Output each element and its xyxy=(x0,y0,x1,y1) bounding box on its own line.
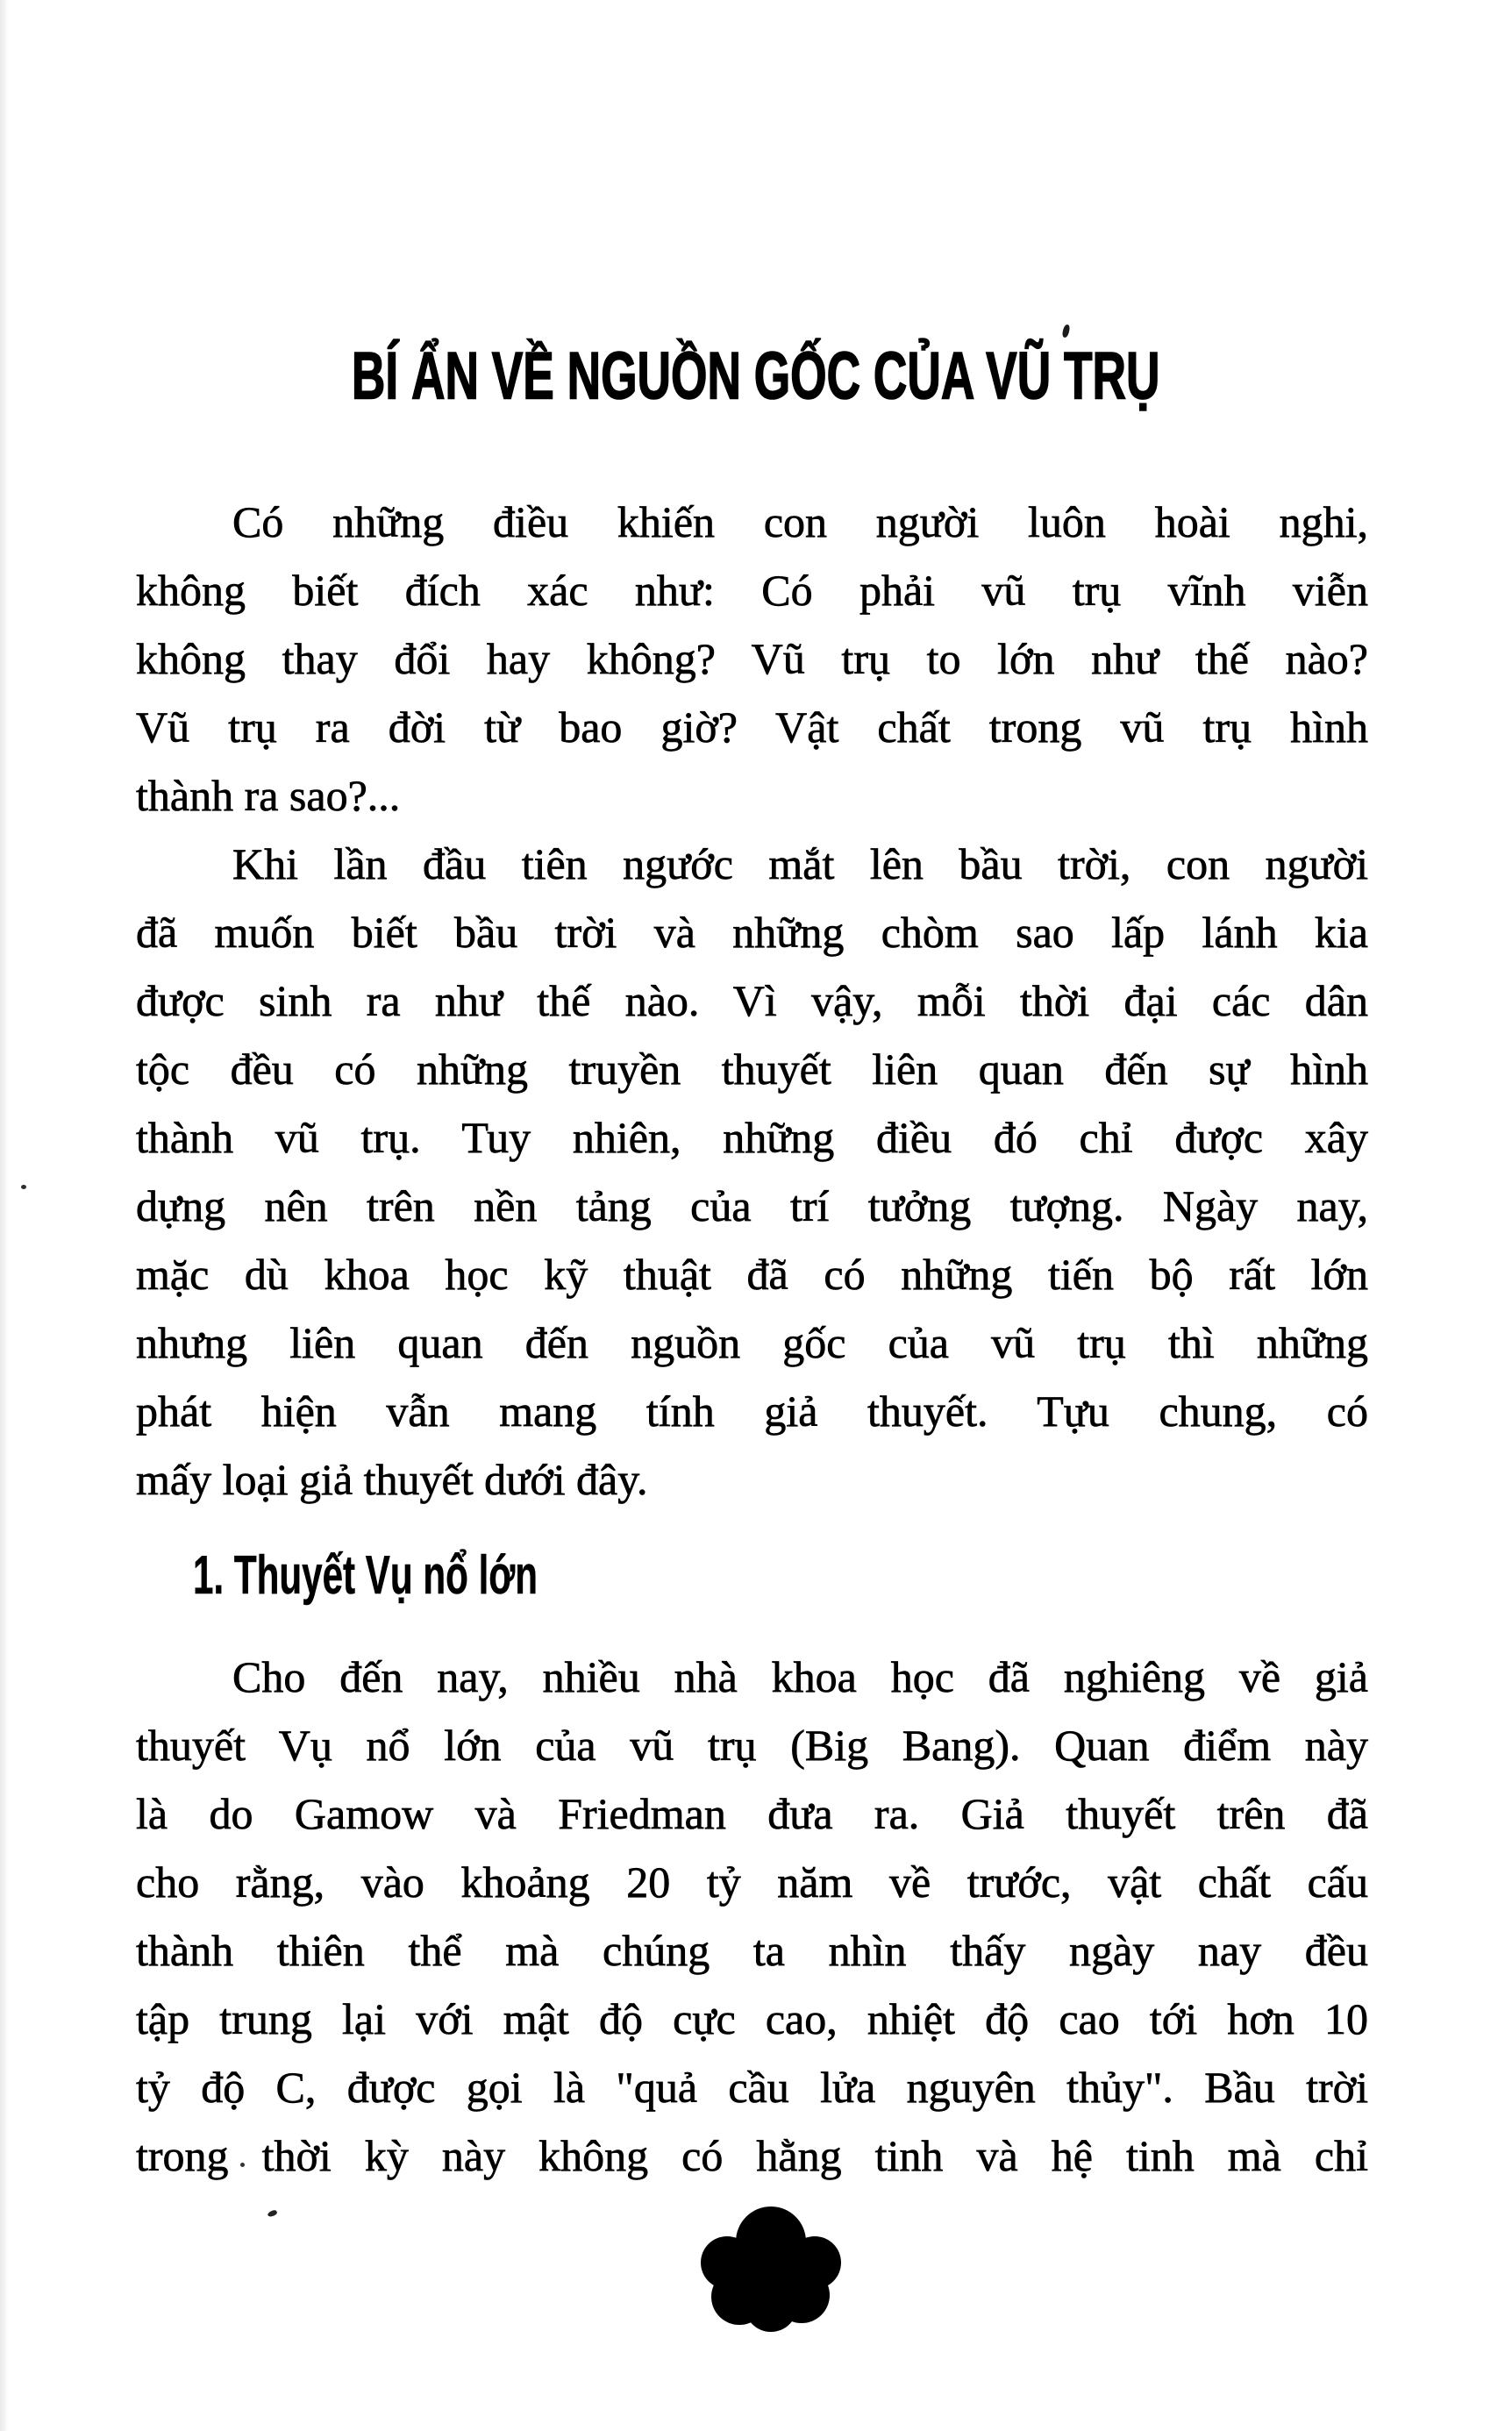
text-line: tộc đều có những truyền thuyết liên quan đến sự hình xyxy=(136,1044,1368,1094)
text-line: dựng nên trên nền tảng của trí tưởng tượng. Ngày nay, xyxy=(136,1181,1368,1230)
text-line: cho rằng, vào khoảng 20 tỷ năm về trước, vật chất cấu xyxy=(136,1857,1368,1907)
text-line: Khi lần đầu tiên ngước mắt lên bầu trời, con người xyxy=(232,839,1368,888)
scan-speck-icon xyxy=(1061,324,1070,338)
text-line: mặc dù khoa học kỹ thuật đã có những tiến bộ rất lớn xyxy=(136,1250,1368,1299)
paragraph-2 xyxy=(136,830,1368,1514)
text-line: được sinh ra như thế nào. Vì vậy, mỗi thời đại các dân xyxy=(136,976,1368,1025)
text-line: Vũ trụ ra đời từ bao giờ? Vật chất trong vũ trụ hình xyxy=(136,702,1368,752)
text-line: thành thiên thể mà chúng ta nhìn thấy ngày nay đều xyxy=(136,1926,1368,1975)
paragraph-1 xyxy=(136,488,1368,830)
text-line: nhưng liên quan đến nguồn gốc của vũ trụ thì những xyxy=(136,1318,1368,1367)
text-line: mấy loại giả thuyết dưới đây. xyxy=(136,1455,648,1504)
text-line: Có những điều khiến con người luôn hoài nghi, xyxy=(232,497,1368,546)
section-heading-text: 1. Thuyết Vụ nổ lớn xyxy=(193,1545,538,1606)
text-line: là do Gamow và Friedman đưa ra. Giả thuyết trên đã xyxy=(136,1789,1368,1838)
section-heading xyxy=(193,1542,1368,1610)
scan-speck-icon xyxy=(21,1185,26,1189)
text-line: tập trung lại với mật độ cực cao, nhiệt độ cao tới hơn 10 xyxy=(136,1994,1368,2043)
text-line: trong thời kỳ này không có hằng tinh và hệ tinh mà chỉ xyxy=(136,2131,1368,2180)
page-title-text: BÍ ẨN VỀ NGUỒN GỐC CỦA VŨ TRỤ xyxy=(352,339,1160,414)
text-line: tỷ độ C, được gọi là "quả cầu lửa nguyên thủy". Bầu trời xyxy=(136,2063,1368,2112)
text-line: thành vũ trụ. Tuy nhiên, những điều đó chỉ được xây xyxy=(136,1113,1368,1162)
text-line: đã muốn biết bầu trời và những chòm sao lấp lánh kia xyxy=(136,908,1368,957)
paragraph-3 xyxy=(136,1643,1368,2190)
text-line: Cho đến nay, nhiều nhà khoa học đã nghiêng về giả xyxy=(232,1652,1368,1701)
page-title xyxy=(0,339,1512,414)
scan-speck-icon xyxy=(267,2209,277,2218)
text-line: thành ra sao?... xyxy=(136,771,401,820)
ink-blot-icon xyxy=(695,2206,846,2340)
text-line: phát hiện vẫn mang tính giả thuyết. Tựu chung, có xyxy=(136,1387,1368,1436)
text-line: không biết đích xác như: Có phải vũ trụ vĩnh viễn xyxy=(136,566,1368,615)
text-line: thuyết Vụ nổ lớn của vũ trụ (Big Bang). Quan điểm này xyxy=(136,1721,1368,1770)
body-text xyxy=(136,488,1368,2190)
text-line: không thay đổi hay không? Vũ trụ to lớn như thế nào? xyxy=(136,634,1368,683)
